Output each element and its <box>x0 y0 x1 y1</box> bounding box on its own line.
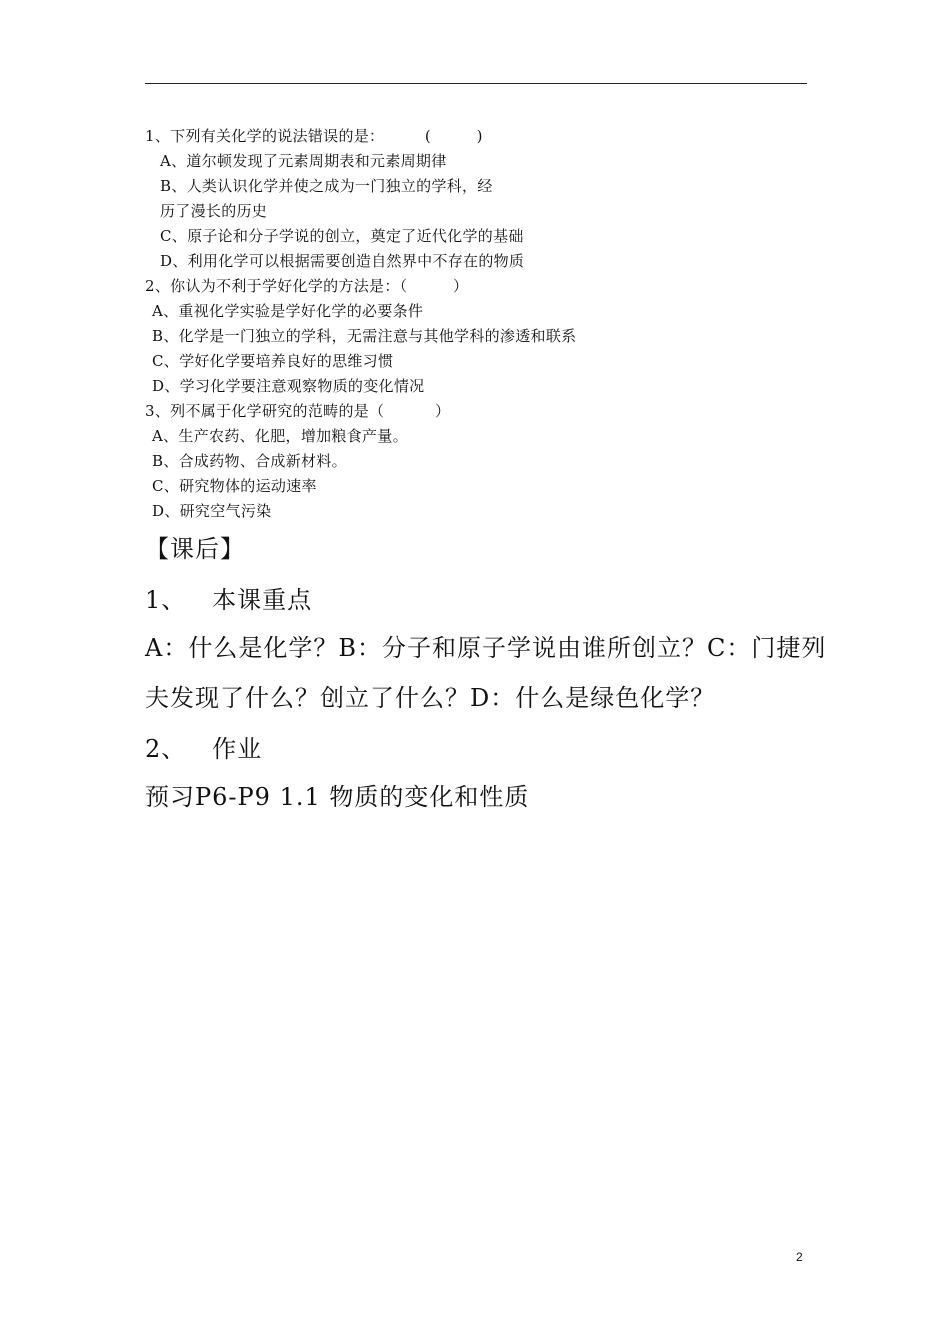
question-3-option-c: C、研究物体的运动速率 <box>152 477 317 495</box>
key-points-title: 1、 本课重点 <box>145 586 313 614</box>
question-1-option-d: D、利用化学可以根据需要创造自然界中不存在的物质 <box>160 252 525 270</box>
homework-title: 2、 作业 <box>145 735 263 763</box>
question-2-option-c: C、学好化学要培养良好的思维习惯 <box>152 352 394 370</box>
page-number: 2 <box>796 1250 803 1264</box>
after-class-heading: 【课后】 <box>145 535 245 563</box>
question-2-option-d: D、学习化学要注意观察物质的变化情况 <box>152 377 425 395</box>
question-3-option-b: B、合成药物、合成新材料。 <box>152 452 347 470</box>
homework-text: 预习P6-P9 1.1 物质的变化和性质 <box>145 783 530 811</box>
question-1-option-c: C、原子论和分子学说的创立，奠定了近代化学的基础 <box>160 227 524 245</box>
question-2-stem: 2、你认为不利于学好化学的方法是：（ ） <box>145 277 469 295</box>
question-3-stem: 3、列不属于化学研究的范畴的是（ ） <box>145 402 451 420</box>
question-1-stem: 1、下列有关化学的说法错误的是： ( ) <box>145 127 483 145</box>
key-points-line-1: A：什么是化学？B：分子和原子学说由谁所创立？C：门捷列 <box>145 634 827 662</box>
question-1-option-b-cont: 历了漫长的历史 <box>160 202 268 220</box>
question-3-option-a: A、生产农药、化肥，增加粮食产量。 <box>152 427 408 445</box>
key-points-line-2: 夫发现了什么？创立了什么？D：什么是绿色化学？ <box>145 684 716 712</box>
header-rule <box>145 83 807 84</box>
question-2-option-a: A、重视化学实验是学好化学的必要条件 <box>152 302 424 320</box>
question-3-option-d: D、研究空气污染 <box>152 502 272 520</box>
question-2-option-b: B、化学是一门独立的学科，无需注意与其他学科的渗透和联系 <box>152 327 577 345</box>
question-1-option-a: A、道尔顿发现了元素周期表和元素周期律 <box>160 152 447 170</box>
question-1-option-b: B、人类认识化学并使之成为一门独立的学科，经 <box>160 177 493 195</box>
